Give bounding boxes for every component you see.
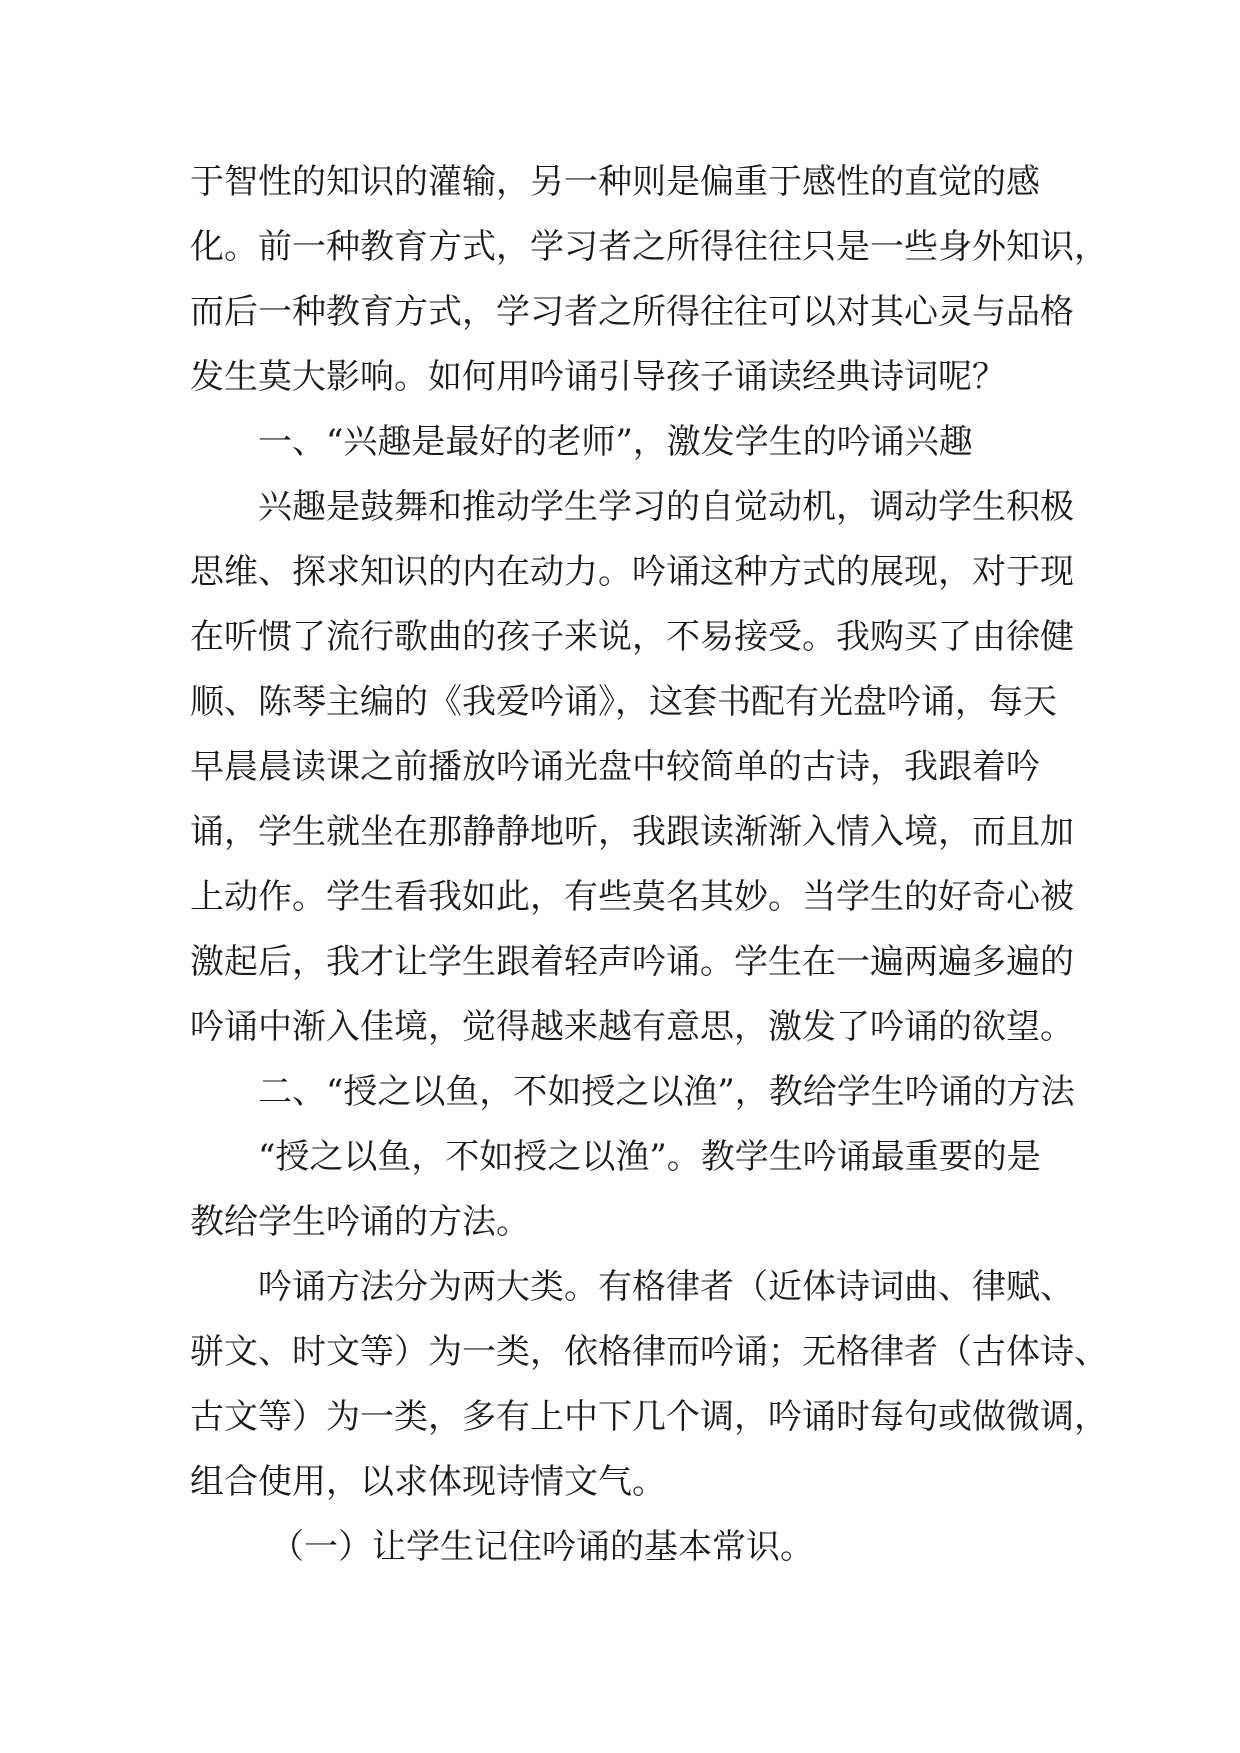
paragraph-line: 顺、陈琴主编的《我爱吟诵》，这套书配有光盘吟诵，每天 xyxy=(190,682,1057,722)
subsection-heading: （一）让学生记住吟诵的基本常识。 xyxy=(270,1527,814,1567)
section-heading-one: 一、“兴趣是最好的老师”，激发学生的吟诵兴趣 xyxy=(258,422,973,462)
paragraph-line: 古文等）为一类，多有上中下几个调，吟诵时每句或做微调， xyxy=(190,1397,1108,1437)
paragraph-line: 吟诵方法分为两大类。有格律者（近体诗词曲、律赋、 xyxy=(258,1267,1074,1307)
paragraph-line: 思维、探求知识的内在动力。吟诵这种方式的展现，对于现 xyxy=(190,552,1074,592)
paragraph-line: 诵，学生就坐在那静静地听，我跟读渐渐入情入境，而且加 xyxy=(190,812,1074,852)
paragraph-line: 吟诵中渐入佳境，觉得越来越有意思，激发了吟诵的欲望。 xyxy=(190,1007,1074,1047)
paragraph-line: 兴趣是鼓舞和推动学生学习的自觉动机，调动学生积极 xyxy=(258,487,1074,527)
paragraph-line: 组合使用，以求体现诗情文气。 xyxy=(190,1462,666,1502)
paragraph-line: 于智性的知识的灌输，另一种则是偏重于感性的直觉的感 xyxy=(190,162,1040,202)
paragraph-line: “授之以鱼，不如授之以渔”。教学生吟诵最重要的是 xyxy=(258,1137,1041,1177)
paragraph-line: 激起后，我才让学生跟着轻声吟诵。学生在一遍两遍多遍的 xyxy=(190,942,1074,982)
paragraph-line: 上动作。学生看我如此，有些莫名其妙。当学生的好奇心被 xyxy=(190,877,1074,917)
section-heading-two: 二、“授之以鱼，不如授之以渔”，教给学生吟诵的方法 xyxy=(258,1072,1075,1112)
document-body xyxy=(190,150,1108,1580)
paragraph-line: 早晨晨读课之前播放吟诵光盘中较简单的古诗，我跟着吟 xyxy=(190,747,1040,787)
paragraph-line: 骈文、时文等）为一类，依格律而吟诵；无格律者（古体诗、 xyxy=(190,1332,1108,1372)
paragraph-line: 教给学生吟诵的方法。 xyxy=(190,1202,530,1242)
paragraph-line: 在听惯了流行歌曲的孩子来说，不易接受。我购买了由徐健 xyxy=(190,617,1074,657)
paragraph-line: 化。前一种教育方式，学习者之所得往往只是一些身外知识， xyxy=(190,227,1108,267)
paragraph-line: 而后一种教育方式，学习者之所得往往可以对其心灵与品格 xyxy=(190,292,1074,332)
paragraph-line: 发生莫大影响。如何用吟诵引导孩子诵读经典诗词呢？ xyxy=(190,357,1006,397)
